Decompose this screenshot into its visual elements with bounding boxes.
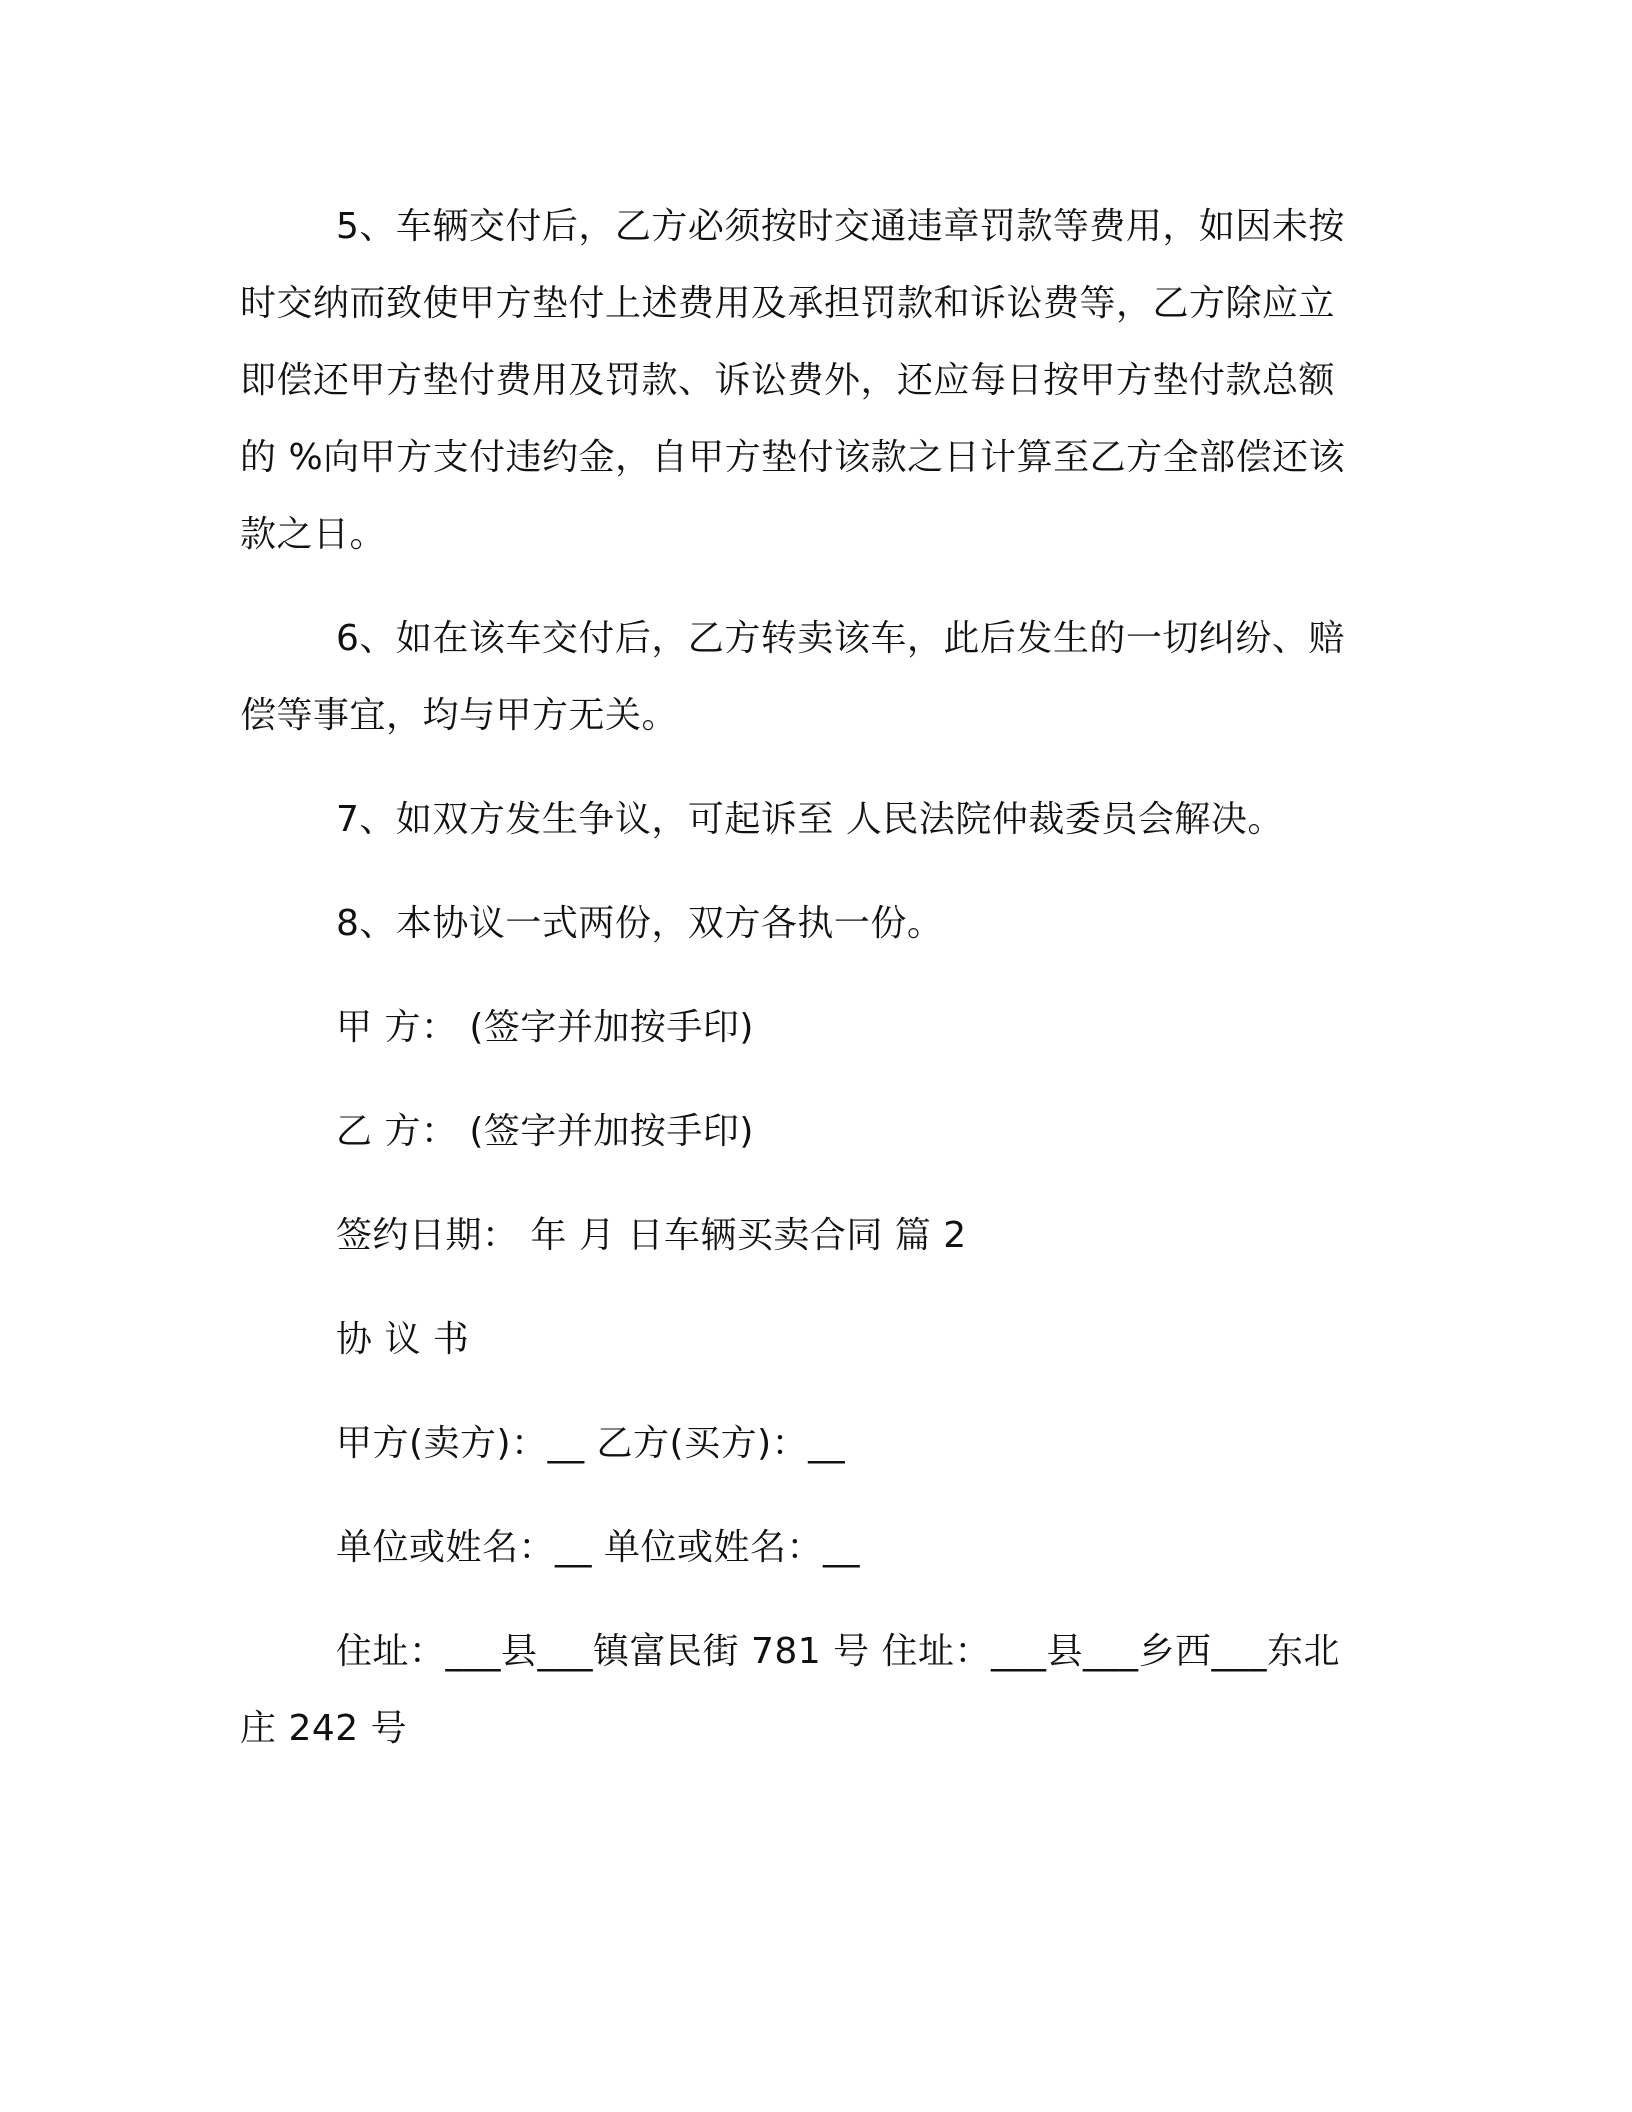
document-page	[240, 188, 1360, 1767]
address-paragraph: 住址：___县___镇富民街 781 号 住址：___县___乡西___东北庄 242 号	[240, 1631, 1341, 1749]
party-b-signature-line: 乙 方： (签字并加按手印)	[336, 1111, 754, 1152]
unit-or-name-line: 单位或姓名：__ 单位或姓名：__	[336, 1527, 860, 1568]
clause-5-paragraph: 5、车辆交付后，乙方必须按时交通违章罚款等费用，如因未按时交纳而致使甲方垫付上述费用及承担罚款和诉讼费等，乙方除应立即偿还甲方垫付费用及罚款、诉讼费外，还应每日按甲方垫付款总额的 %向甲方支付违约金，自甲方垫付该款之日计算至乙方全部偿还该款之日。	[240, 206, 1346, 555]
clause-7-paragraph: 7、如双方发生争议，可起诉至 人民法院仲裁委员会解决。	[336, 799, 1284, 840]
party-a-signature-line: 甲 方： (签字并加按手印)	[336, 1007, 754, 1048]
parties-line: 甲方(卖方)：__ 乙方(买方)：__	[336, 1423, 846, 1464]
clause-6-paragraph: 6、如在该车交付后，乙方转卖该车，此后发生的一切纠纷、赔偿等事宜，均与甲方无关。	[240, 618, 1345, 736]
clause-8-paragraph: 8、本协议一式两份，双方各执一份。	[336, 903, 944, 944]
agreement-heading: 协 议 书	[336, 1319, 470, 1360]
signing-date-line: 签约日期： 年 月 日车辆买卖合同 篇 2	[336, 1215, 967, 1256]
